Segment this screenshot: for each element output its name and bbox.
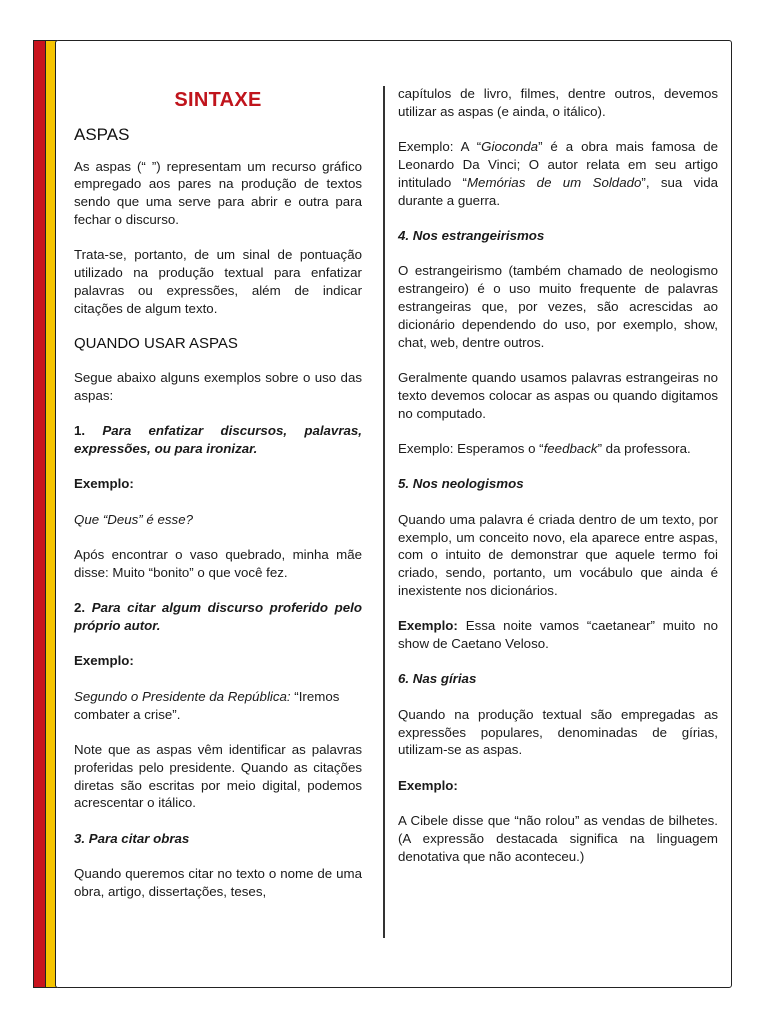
example-label-girias: Exemplo:: [398, 777, 458, 793]
example-label-1: Exemplo:: [74, 476, 134, 492]
example-c-text: Essa noite vamos “caetanear” muito no show de Caetano Veloso.: [398, 618, 718, 652]
item-6: 6. Nas gírias: [398, 671, 477, 687]
item-5: 5. Nos neologismos: [398, 476, 524, 492]
paragraph-estrangeiras: Geralmente quando usamos palavras estrangeiras no texto devemos colocar as aspas ou quando digitamos no computado.: [398, 369, 718, 421]
item-4: 4. Nos estrangeirismos: [398, 227, 545, 243]
page-title: SINTAXE: [174, 89, 262, 111]
example-b-end: ” da professora.: [597, 440, 691, 456]
example-1: Que “Deus” é esse?: [74, 511, 193, 527]
left-column: [74, 85, 362, 918]
example-b-start: Exemplo: Esperamos o “: [398, 440, 544, 456]
example-2-quote: “Iremos combater a crise”.: [74, 688, 340, 722]
example-caetanear: [398, 617, 718, 653]
paragraph-obras: Quando queremos citar no texto o nome de uma obra, artigo, dissertações, teses,: [74, 866, 362, 900]
example-c-label: Exemplo:: [398, 618, 458, 634]
paragraph-definition: Trata-se, portanto, de um sinal de pontuação utilizado na produção textual para enfatizar palavras ou expressões, além de indicar citações de algum texto.: [74, 247, 362, 316]
item-2-number: 2.: [74, 600, 86, 616]
heading-quando-usar: QUANDO USAR ASPAS: [74, 335, 238, 353]
example-b-word: feedback: [543, 440, 598, 456]
item-1: [74, 422, 362, 458]
item-2-text: Para citar algum discurso proferido pelo próprio autor.: [74, 600, 362, 634]
example-a-title: Gioconda: [481, 139, 539, 155]
paragraph-neologismo: Quando uma palavra é criada dentro de um texto, por exemplo, um conceito novo, ela aparece entre aspas, com o intuito de demonstrar que aquele termo foi criado, sendo, portanto, um vocábulo que ainda é inexistente nos dicionários.: [398, 511, 718, 598]
right-column: [398, 85, 718, 883]
paragraph-examples-intro: Segue abaixo alguns exemplos sobre o uso das aspas:: [74, 369, 362, 403]
paragraph-intro: As aspas (“ ”) representam um recurso gráfico empregado aos pares na produção de textos sendo que uma serve para abrir e outra para fechar o discurso.: [74, 158, 362, 227]
item-1-text: Para enfatizar discursos, palavras, expressões, ou para ironizar.: [74, 423, 362, 456]
item-1-number: 1.: [74, 423, 86, 439]
example-a-title2: Memórias de um Soldado: [466, 174, 642, 190]
example-2-italic: Segundo o Presidente da República:: [74, 688, 291, 704]
item-3: 3. Para citar obras: [74, 830, 190, 846]
example-label-2: Exemplo:: [74, 653, 134, 669]
paragraph-note: Note que as aspas vêm identificar as palavras proferidas pelo presidente. Quando as citações diretas são escritas por meio digital, podemos acrescentar o itálico.: [74, 742, 362, 811]
example-feedback: [398, 440, 718, 458]
example-a-start: Exemplo: A “: [398, 139, 482, 155]
paragraph-estrangeirismo: O estrangeirismo (também chamado de neologismo estrangeiro) é o uso muito frequente de palavras estrangeiras que, por vezes, são acrescidas ao dicionário dependendo do uso, por exemplo, show, chat, web, dentre outros.: [398, 263, 718, 350]
item-2: [74, 599, 362, 635]
paragraph-vaso: Após encontrar o vaso quebrado, minha mãe disse: Muito “bonito” o que você fez.: [74, 547, 362, 580]
paragraph-obras-cont: capítulos de livro, filmes, dentre outros, devemos utilizar as aspas (e ainda, o itálico).: [398, 86, 718, 119]
example-a-end: ”, sua vida durante a guerra.: [398, 174, 718, 208]
paragraph-girias: Quando na produção textual são empregadas as expressões populares, denominadas de gírias, utilizam-se as aspas.: [398, 706, 718, 758]
column-divider: [383, 86, 385, 938]
example-a-middle: ” é a obra mais famosa de Leonardo Da Vinci; O autor relata em seu artigo intitulado “: [398, 139, 718, 190]
paragraph-cibele: A Cibele disse que “não rolou” as vendas de bilhetes. (A expressão destacada significa na linguagem denotativa que não aconteceu.): [398, 813, 718, 864]
example-gioconda: [398, 138, 718, 209]
example-2: [74, 688, 362, 724]
heading-aspas: ASPAS: [74, 124, 130, 144]
